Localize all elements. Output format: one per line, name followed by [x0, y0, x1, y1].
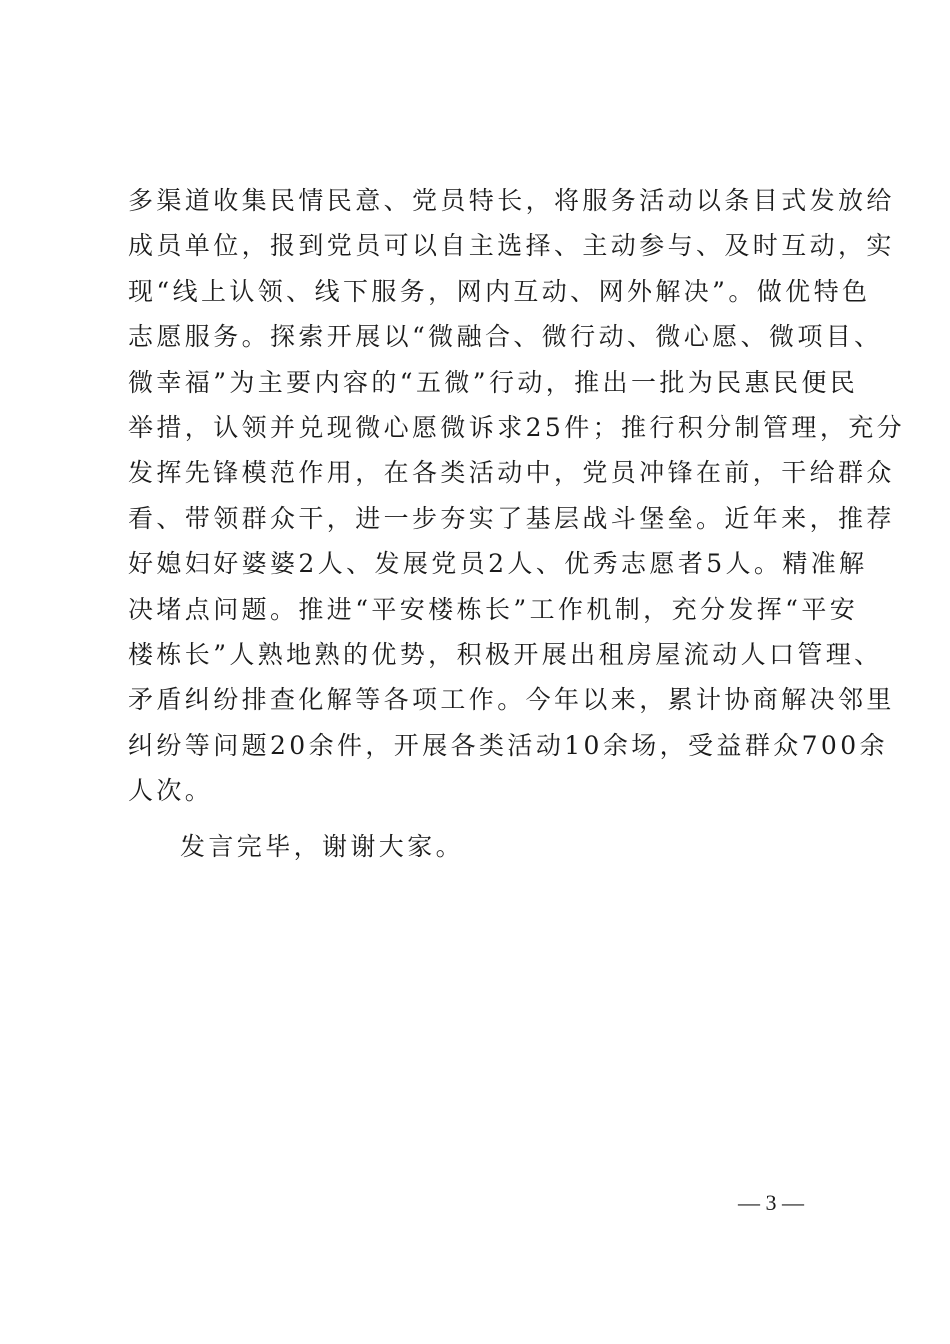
paragraph-line: 微幸福”为主要内容的“五微”行动，推出一批为民惠民便民 — [128, 367, 859, 397]
paragraph-line: 决堵点问题。推进“平安楼栋长”工作机制，充分发挥“平安 — [128, 594, 859, 624]
body-paragraph — [128, 178, 906, 813]
paragraph-line: 人次。 — [128, 776, 214, 806]
page-number: — 3 — — [738, 1190, 804, 1215]
paragraph-line: 成员单位，报到党员可以自主选择、主动参与、及时互动，实 — [128, 231, 895, 261]
paragraph-line: 多渠道收集民情民意、党员特长，将服务活动以条目式发放给 — [128, 186, 895, 215]
paragraph-line: 楼栋长”人熟地熟的优势，积极开展出租房屋流动人口管理、 — [128, 639, 883, 669]
paragraph-line: 纠纷等问题20余件，开展各类活动10余场，受益群众700余 — [128, 730, 888, 760]
paragraph-line: 看、带领群众干，进一步夯实了基层战斗堡垒。近年来，推荐 — [128, 503, 895, 533]
paragraph-line: 现“线上认领、线下服务，网内互动、网外解决”。做优特色 — [128, 276, 871, 306]
paragraph-line: 发挥先锋模范作用，在各类活动中，党员冲锋在前，干给群众 — [128, 458, 895, 488]
paragraph-line: 好媳妇好婆婆2人、发展党员2人、优秀志愿者5人。精准解 — [128, 549, 868, 579]
paragraph-line: 志愿服务。探索开展以“微融合、微行动、微心愿、微项目、 — [128, 322, 883, 352]
paragraph-line: 举措，认领并兑现微心愿微诉求25件；推行积分制管理，充分 — [128, 412, 906, 442]
paragraph-line: 矛盾纠纷排查化解等各项工作。今年以来，累计协商解决邻里 — [128, 685, 895, 715]
closing-remark: 发言完毕，谢谢大家。 — [180, 832, 465, 861]
